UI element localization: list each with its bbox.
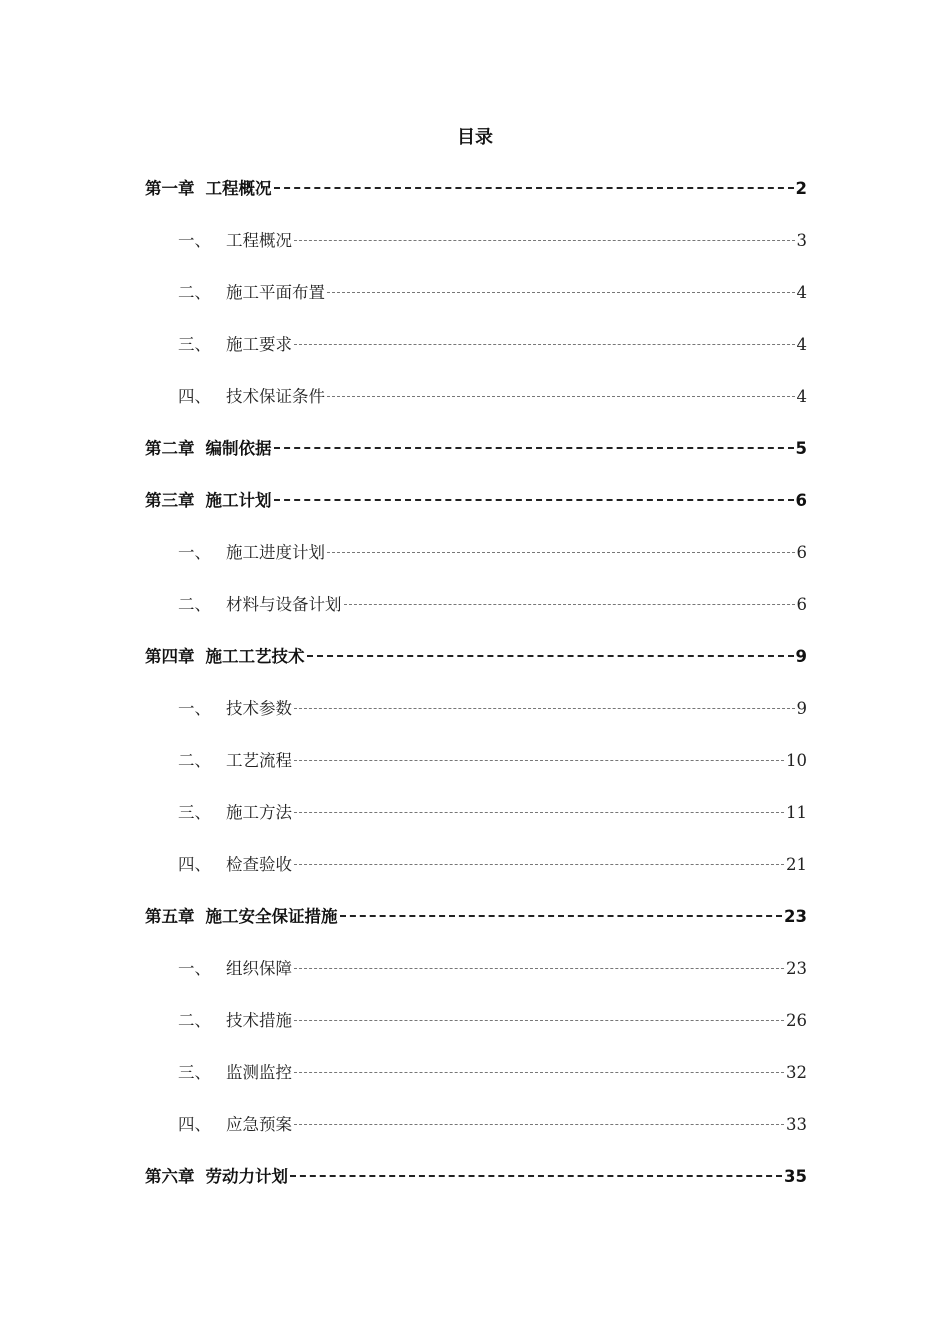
toc-section-entry[interactable] — [145, 798, 807, 850]
toc-page-number: 6 — [795, 491, 807, 510]
toc-leader-dashes — [327, 396, 795, 397]
toc-page-number: 3 — [796, 231, 807, 250]
toc-entry-title: 工程概况 — [226, 231, 292, 250]
toc-section-entry[interactable] — [145, 1058, 807, 1110]
toc-entry-number: 二、 — [178, 283, 211, 302]
toc-entry-number: 一、 — [178, 959, 211, 978]
toc-page-number: 35 — [784, 1167, 807, 1186]
toc-section-entry[interactable] — [145, 590, 807, 642]
toc-leader-dashes — [340, 915, 783, 917]
toc-entry-number: 二、 — [178, 595, 211, 614]
toc-leader-dashes — [327, 552, 795, 553]
toc-page-number: 10 — [786, 751, 807, 770]
toc-page-number: 4 — [796, 283, 807, 302]
toc-entry-number: 第三章 — [145, 491, 195, 510]
toc-section-entry[interactable] — [145, 1006, 807, 1058]
toc-page-number: 21 — [786, 855, 807, 874]
toc-page-number: 4 — [796, 387, 807, 406]
toc-entry-title: 施工要求 — [226, 335, 292, 354]
toc-page-number: 32 — [786, 1063, 807, 1082]
toc-section-entry[interactable] — [145, 1110, 807, 1162]
toc-page-number: 6 — [796, 543, 807, 562]
toc-leader-dashes — [327, 292, 795, 293]
toc-leader-dashes — [344, 604, 795, 605]
toc-leader-dashes — [294, 1072, 784, 1073]
toc-entry-title: 施工进度计划 — [226, 543, 325, 562]
toc-title: 目录 — [457, 127, 493, 148]
toc-entry-number: 三、 — [178, 803, 211, 822]
toc-entry-title: 监测监控 — [226, 1063, 292, 1082]
toc-entry-number: 三、 — [178, 335, 211, 354]
toc-entry-number: 一、 — [178, 231, 211, 250]
toc-leader-dashes — [294, 760, 784, 761]
toc-section-entry[interactable] — [145, 746, 807, 798]
toc-entry-number: 三、 — [178, 1063, 211, 1082]
toc-entry-title: 施工安全保证措施 — [205, 907, 338, 926]
toc-page-number: 23 — [786, 959, 807, 978]
toc-entry-number: 二、 — [178, 1011, 211, 1030]
toc-chapter-entry[interactable] — [145, 434, 807, 486]
toc-section-entry[interactable] — [145, 538, 807, 590]
toc-leader-dashes — [274, 499, 794, 501]
toc-leader-dashes — [274, 447, 794, 449]
toc-entry-number: 四、 — [178, 387, 211, 406]
toc-entry-title: 工程概况 — [205, 179, 272, 198]
toc-page-number: 5 — [795, 439, 807, 458]
toc-page-number: 9 — [796, 699, 807, 718]
toc-entry-number: 一、 — [178, 543, 211, 562]
toc-entry-title: 施工方法 — [226, 803, 292, 822]
toc-entry-title: 施工平面布置 — [226, 283, 325, 302]
toc-chapter-entry[interactable] — [145, 486, 807, 538]
toc-entry-title: 检查验收 — [226, 855, 292, 874]
toc-list — [145, 174, 807, 1214]
toc-section-entry[interactable] — [145, 330, 807, 382]
toc-entry-title: 技术保证条件 — [226, 387, 325, 406]
toc-entry-number: 二、 — [178, 751, 211, 770]
toc-entry-title: 编制依据 — [205, 439, 272, 458]
toc-entry-title: 工艺流程 — [226, 751, 292, 770]
toc-entry-title: 施工工艺技术 — [205, 647, 305, 666]
toc-entry-title: 应急预案 — [226, 1115, 292, 1134]
toc-page-number: 4 — [796, 335, 807, 354]
toc-leader-dashes — [294, 1124, 784, 1125]
toc-page-number: 23 — [784, 907, 807, 926]
toc-entry-number: 第二章 — [145, 439, 195, 458]
toc-leader-dashes — [294, 968, 784, 969]
toc-section-entry[interactable] — [145, 226, 807, 278]
toc-leader-dashes — [290, 1175, 782, 1177]
toc-section-entry[interactable] — [145, 850, 807, 902]
toc-entry-title: 技术参数 — [226, 699, 292, 718]
toc-section-entry[interactable] — [145, 694, 807, 746]
toc-leader-dashes — [307, 655, 794, 657]
toc-leader-dashes — [294, 708, 795, 709]
toc-entry-number: 第一章 — [145, 179, 195, 198]
toc-leader-dashes — [294, 812, 784, 813]
toc-section-entry[interactable] — [145, 382, 807, 434]
toc-section-entry[interactable] — [145, 278, 807, 330]
toc-page-number: 26 — [786, 1011, 807, 1030]
toc-chapter-entry[interactable] — [145, 902, 807, 954]
toc-entry-title: 施工计划 — [205, 491, 272, 510]
toc-entry-number: 四、 — [178, 855, 211, 874]
toc-entry-title: 组织保障 — [226, 959, 292, 978]
toc-leader-dashes — [274, 187, 794, 189]
toc-entry-title: 材料与设备计划 — [226, 595, 342, 614]
toc-leader-dashes — [294, 344, 795, 345]
toc-entry-number: 一、 — [178, 699, 211, 718]
toc-entry-number: 第六章 — [145, 1167, 195, 1186]
toc-entry-number: 四、 — [178, 1115, 211, 1134]
toc-leader-dashes — [294, 1020, 784, 1021]
toc-page-number: 6 — [796, 595, 807, 614]
toc-entry-title: 劳动力计划 — [205, 1167, 288, 1186]
toc-page-number: 33 — [786, 1115, 807, 1134]
toc-page-number: 9 — [795, 647, 807, 666]
toc-chapter-entry[interactable] — [145, 1162, 807, 1214]
toc-leader-dashes — [294, 864, 784, 865]
toc-entry-number: 第五章 — [145, 907, 195, 926]
toc-page-number: 2 — [795, 179, 807, 198]
toc-entry-title: 技术措施 — [226, 1011, 292, 1030]
toc-leader-dashes — [294, 240, 795, 241]
toc-chapter-entry[interactable] — [145, 642, 807, 694]
toc-chapter-entry[interactable] — [145, 174, 807, 226]
toc-section-entry[interactable] — [145, 954, 807, 1006]
toc-page-number: 11 — [786, 803, 807, 822]
toc-entry-number: 第四章 — [145, 647, 195, 666]
